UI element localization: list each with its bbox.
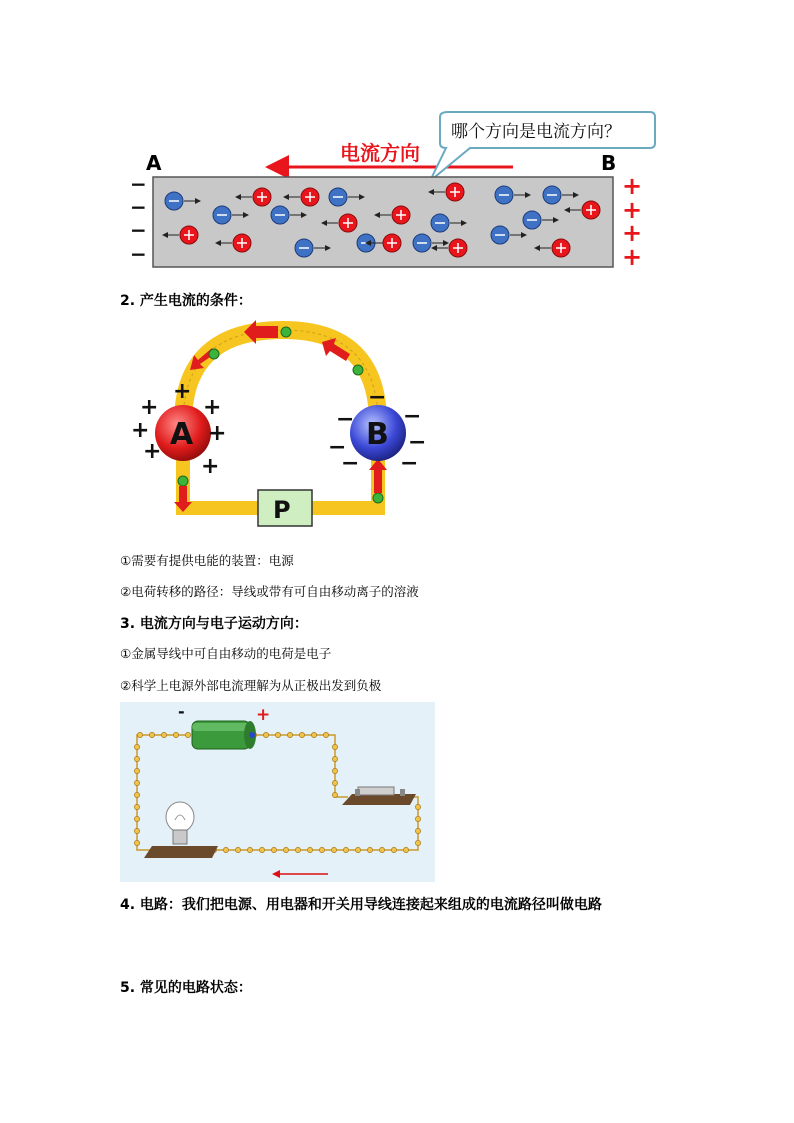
current-direction-label: 电流方向: [340, 141, 420, 165]
sphere-b-label: B: [366, 417, 389, 452]
svg-text:+: +: [143, 439, 162, 464]
bubble-text: 哪个方向是电流方向？: [451, 122, 621, 142]
svg-text:−: −: [130, 242, 147, 266]
svg-text:+: +: [208, 421, 227, 446]
p-box-label: P: [273, 496, 291, 524]
svg-text:+: +: [203, 395, 222, 420]
section3-item2: ②科学上电源外部电流理解为从正极出发到负极: [120, 678, 382, 693]
svg-text:−: −: [130, 218, 147, 242]
svg-text:−: −: [328, 435, 347, 460]
right-plus-signs: [622, 172, 642, 271]
svg-text:−: −: [336, 407, 355, 432]
question-bubble: [430, 112, 655, 181]
section4-heading: 4. 电路：我们把电源、用电器和开关用导线连接起来组成的电流路径叫做电路: [120, 897, 602, 913]
section5-heading: 5. 常见的电路状态：: [120, 980, 252, 996]
svg-text:+: +: [131, 418, 150, 443]
svg-text:+: +: [173, 379, 192, 404]
svg-text:−: −: [400, 451, 419, 476]
battery-minus-label: -: [178, 702, 185, 721]
battery-plus-label: +: [256, 705, 271, 725]
svg-text:−: −: [130, 172, 147, 196]
section3-item1: ①金属导线中可自由移动的电荷是电子: [120, 646, 332, 661]
circuit-figure: [120, 702, 435, 882]
label-a: A: [146, 151, 162, 175]
charge-transfer-figure: [128, 318, 428, 528]
sphere-a-label: A: [170, 417, 194, 452]
battery: [192, 721, 256, 749]
svg-text:+: +: [622, 196, 643, 224]
left-down-arrow: [179, 486, 187, 504]
section2-item1: ①需要有提供电能的装置：电源: [120, 553, 294, 568]
svg-text:+: +: [622, 243, 643, 271]
svg-text:−: −: [341, 451, 360, 476]
left-minus-signs: [130, 172, 147, 266]
svg-text:+: +: [140, 395, 159, 420]
svg-text:−: −: [368, 385, 387, 410]
svg-text:−: −: [130, 195, 147, 219]
svg-text:−: −: [408, 430, 427, 455]
section2-item2: ②电荷转移的路径：导线或带有可自由移动离子的溶液: [120, 584, 419, 599]
current-direction-figure: [118, 105, 678, 275]
svg-text:+: +: [622, 172, 643, 200]
section3-heading: 3. 电流方向与电子运动方向：: [120, 616, 308, 632]
section2-heading: 2. 产生电流的条件：: [120, 293, 252, 309]
right-up-arrow: [374, 468, 382, 493]
label-b: B: [601, 151, 617, 175]
svg-text:+: +: [622, 219, 643, 247]
svg-text:−: −: [403, 404, 422, 429]
svg-text:+: +: [201, 454, 220, 479]
